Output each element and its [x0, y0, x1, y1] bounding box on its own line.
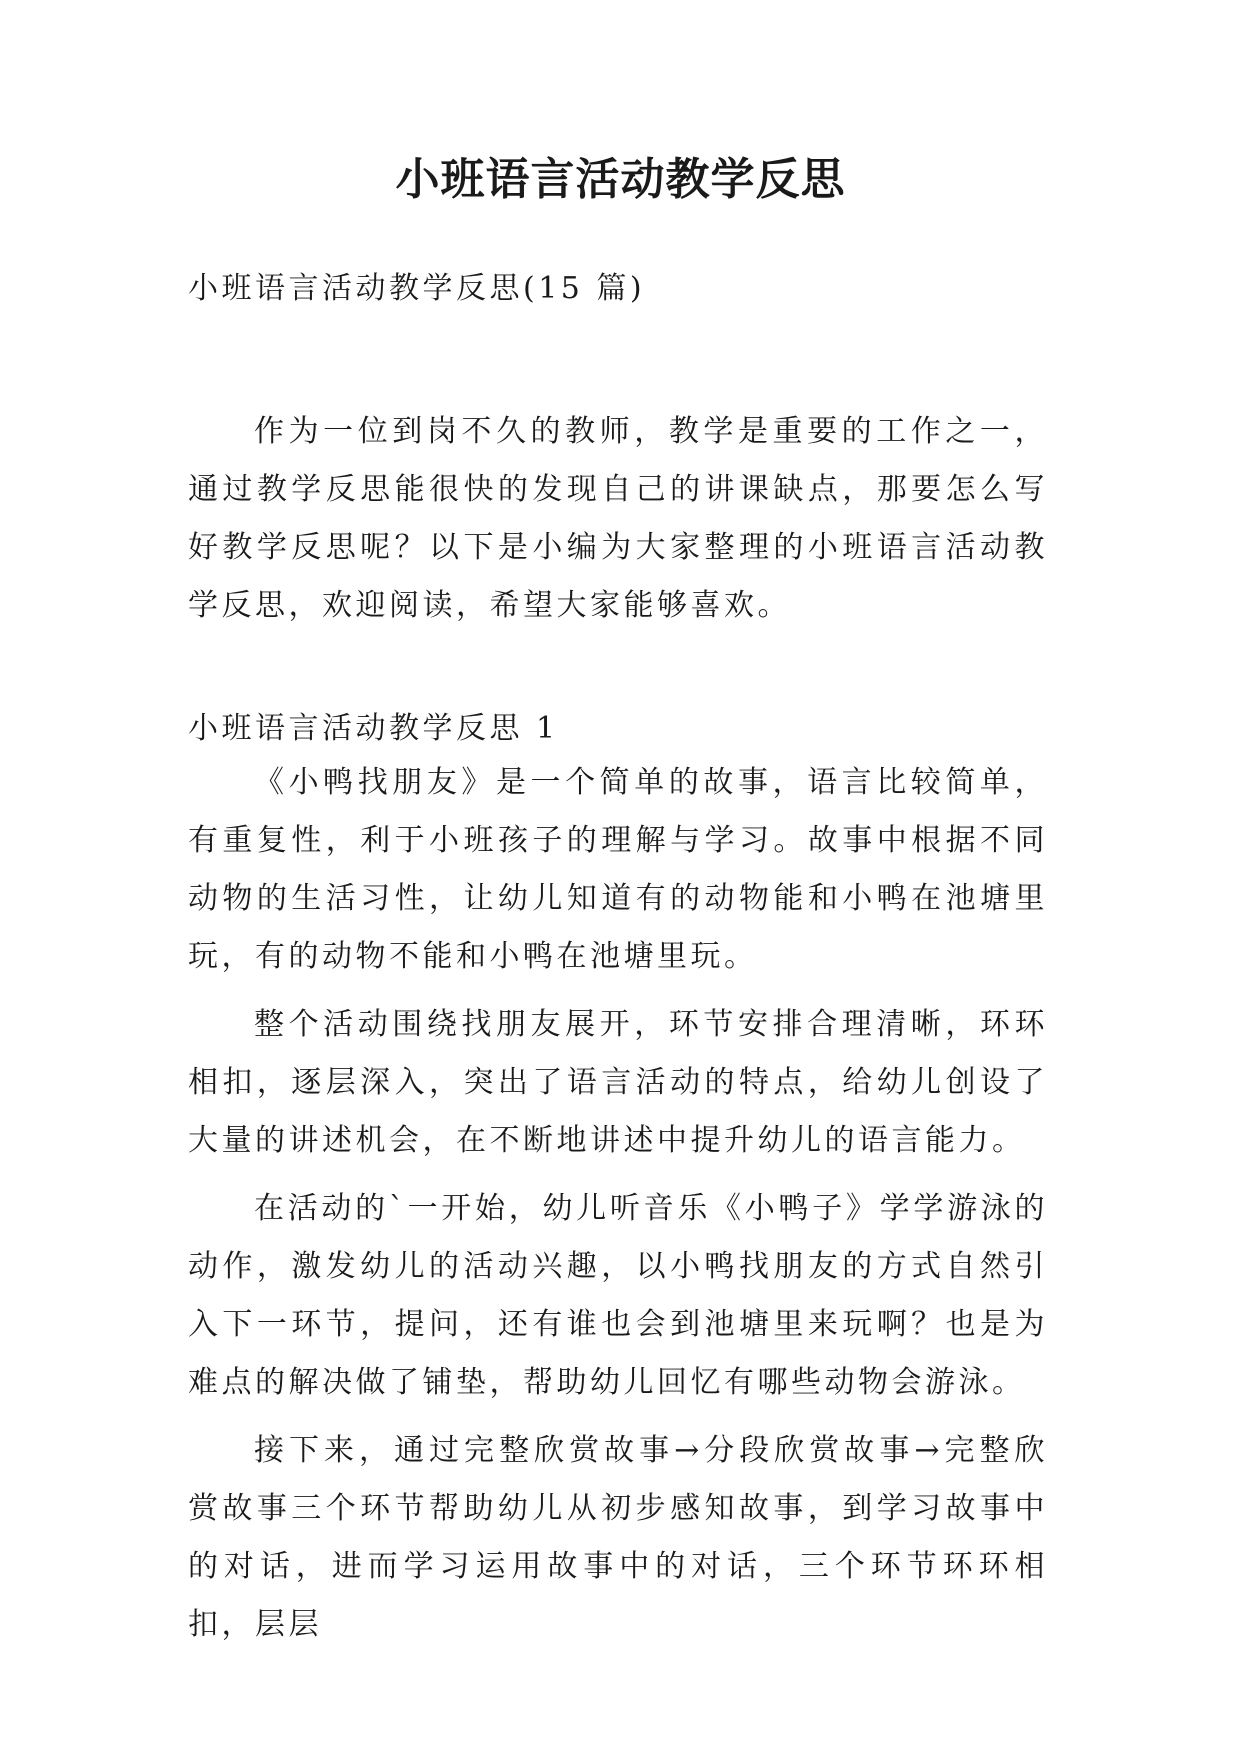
body-paragraph-4: 接下来，通过完整欣赏故事→分段欣赏故事→完整欣赏故事三个环节帮助幼儿从初步感知故事，到学习故事中的对话，进而学习运用故事中的对话，三个环节环环相扣，层层	[188, 1433, 1048, 1642]
document-subtitle: 小班语言活动教学反思(15 篇)	[188, 271, 646, 306]
body-paragraph-2: 整个活动围绕找朋友展开，环节安排合理清晰，环环相扣，逐层深入，突出了语言活动的特点，给幼儿创设了大量的讲述机会，在不断地讲述中提升幼儿的语言能力。	[188, 1007, 1048, 1158]
document-title: 小班语言活动教学反思	[395, 154, 846, 205]
body-paragraph-1: 《小鸭找朋友》是一个简单的故事，语言比较简单，有重复性，利于小班孩子的理解与学习。故事中根据不同动物的生活习性，让幼儿知道有的动物能和小鸭在池塘里玩，有的动物不能和小鸭在池塘里玩。	[188, 765, 1048, 974]
section-body	[188, 754, 1048, 1654]
body-paragraph-3: 在活动的`一开始，幼儿听音乐《小鸭子》学学游泳的动作，激发幼儿的活动兴趣，以小鸭找朋友的方式自然引入下一环节，提问，还有谁也会到池塘里来玩啊？也是为难点的解决做了铺垫，帮助幼儿回忆有哪些动物会游泳。	[188, 1191, 1048, 1400]
intro-block	[188, 403, 1048, 635]
section-heading: 小班语言活动教学反思 1	[188, 711, 559, 746]
intro-paragraph: 作为一位到岗不久的教师，教学是重要的工作之一，通过教学反思能很快的发现自己的讲课缺点，那要怎么写好教学反思呢？以下是小编为大家整理的小班语言活动教学反思，欢迎阅读，希望大家能够喜欢。	[188, 414, 1048, 623]
